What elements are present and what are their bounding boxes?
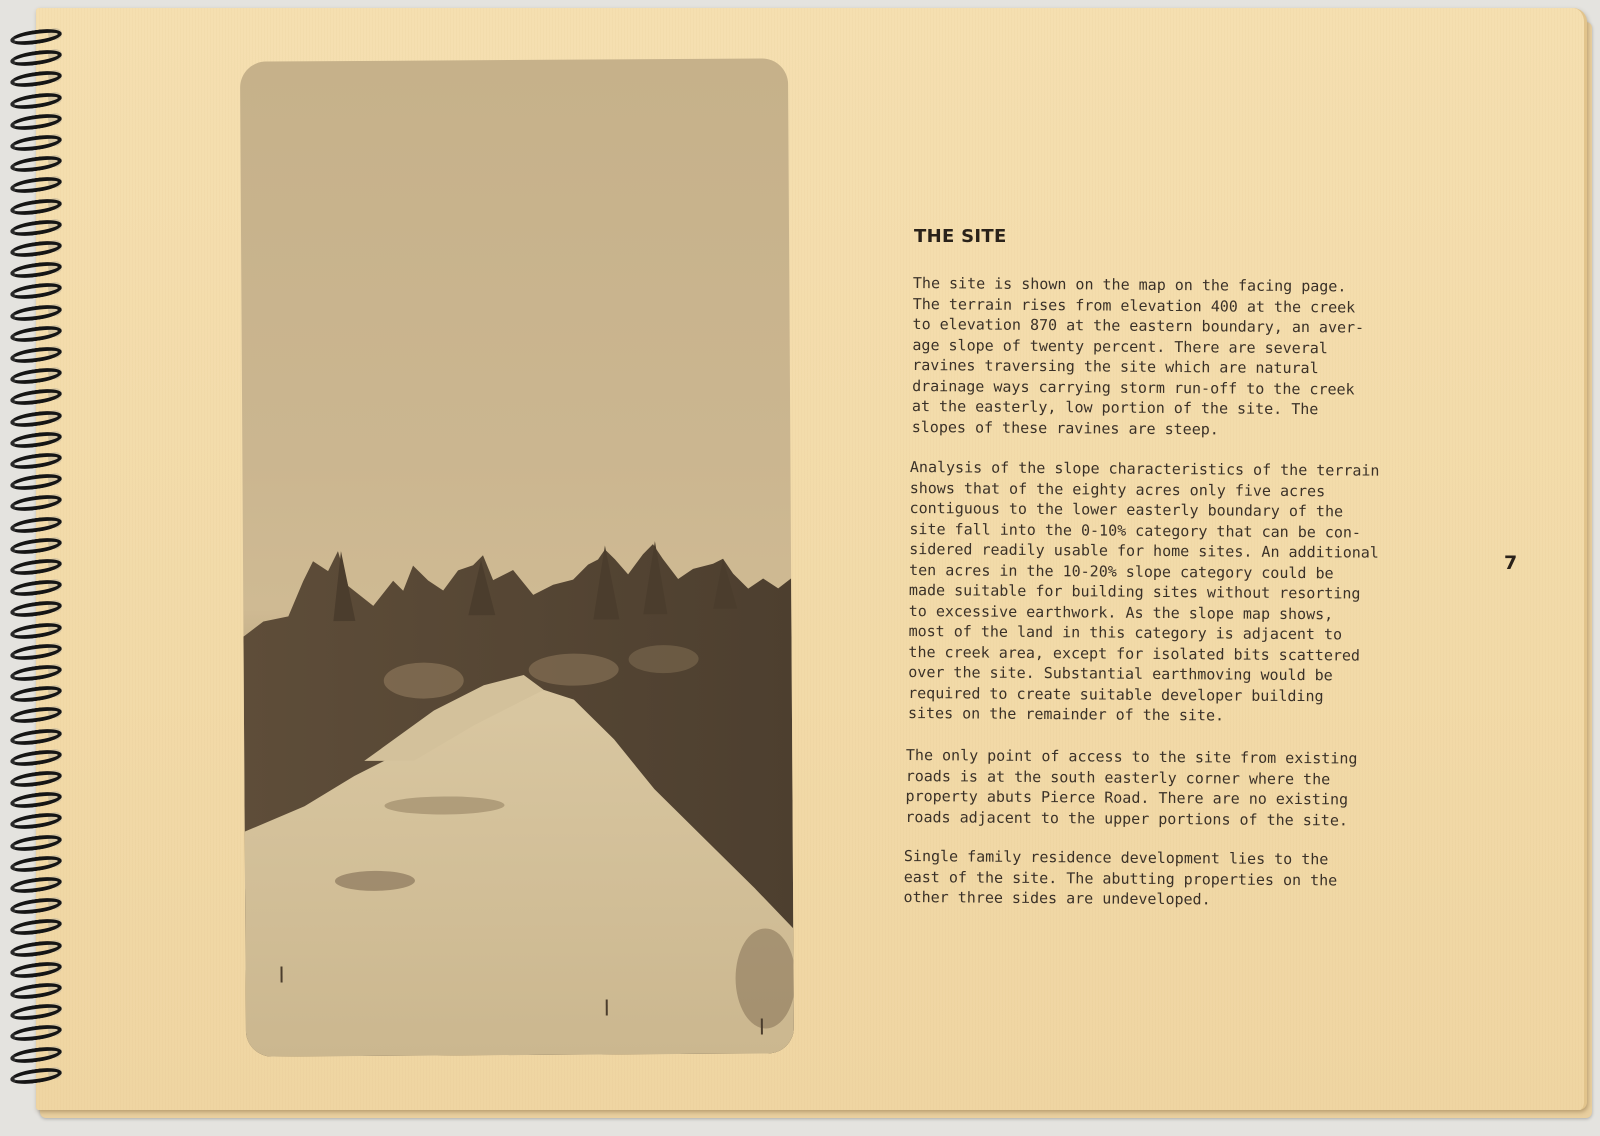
section-heading: THE SITE — [914, 226, 1007, 247]
spiral-coil — [9, 1065, 62, 1086]
spiral-coil — [9, 196, 62, 217]
page-number: 7 — [1504, 552, 1518, 574]
spiral-coil — [9, 768, 62, 789]
paragraph-access: The only point of access to the site from existing roads is at the south easterly corner where the property abuts Pierce Road. There are no existing roads adjacent to the upper portions of the site. — [905, 745, 1358, 829]
spiral-coil — [9, 938, 62, 959]
spiral-binding — [10, 30, 66, 1090]
spiral-coil — [9, 684, 62, 705]
hillside-image — [240, 58, 794, 1056]
spiral-coil — [9, 620, 62, 641]
paragraph-slope-analysis: Analysis of the slope characteristics of the terrain shows that of the eighty acres only five acres contiguous to the lower easterly boundary of the site fall into the 0-10% category that can be con- sidered readily usable for home sites. An additional ten acres in the 10-20% slope category could be made suitable for building sites without resorting to excessive earthwork. As the slope map shows, most of the land in this category is adjacent to the creek area, except for isolated bits scattered over the site. Substantial earthmoving would be required to create suitable developer building sites on the remainder of the site. — [907, 457, 1380, 725]
spiral-coil — [9, 238, 62, 259]
spiral-coil — [9, 493, 62, 514]
spiral-coil — [9, 959, 62, 980]
spiral-coil — [9, 1023, 62, 1044]
spiral-coil — [9, 641, 62, 662]
spiral-coil — [9, 578, 62, 599]
spiral-coil — [9, 790, 62, 811]
spiral-coil — [9, 662, 62, 683]
spiral-coil — [9, 69, 62, 90]
spiral-coil — [9, 429, 62, 450]
spiral-coil — [9, 48, 62, 69]
spiral-coil — [9, 811, 62, 832]
spiral-coil — [9, 599, 62, 620]
spiral-coil — [9, 853, 62, 874]
spiral-coil — [9, 281, 62, 302]
spiral-coil — [9, 323, 62, 344]
spiral-coil — [9, 366, 62, 387]
spiral-coil — [9, 747, 62, 768]
spiral-coil — [9, 556, 62, 577]
spiral-coil — [9, 472, 62, 493]
paragraph-terrain: The site is shown on the map on the facing page. The terrain rises from elevation 400 at the creek to elevation 870 at the eastern boundary, an aver- age slope of twenty percent. There are several ravines traversing the site which are natural drainage ways carrying storm run-off to the creek at the easterly, low portion of the site. The slopes of these ravines are steep. — [911, 273, 1365, 438]
spiral-coil — [9, 726, 62, 747]
spiral-coil — [9, 450, 62, 471]
spiral-coil — [9, 260, 62, 281]
spiral-coil — [9, 408, 62, 429]
spiral-coil — [9, 111, 62, 132]
spiral-coil — [9, 90, 62, 111]
spiral-coil — [9, 1002, 62, 1023]
spiral-coil — [9, 26, 62, 47]
spiral-coil — [9, 705, 62, 726]
spiral-coil — [9, 917, 62, 938]
spiral-coil — [9, 387, 62, 408]
spiral-coil — [9, 154, 62, 175]
spiral-coil — [9, 832, 62, 853]
spiral-coil — [9, 980, 62, 1001]
spiral-coil — [9, 175, 62, 196]
spiral-coil — [9, 344, 62, 365]
spiral-coil — [9, 874, 62, 895]
paragraph-surroundings: Single family residence development lies to the east of the site. The abutting properties on the other three sides are undeveloped. — [903, 846, 1338, 909]
spiral-coil — [9, 1044, 62, 1065]
spiral-coil — [9, 302, 62, 323]
site-photograph — [240, 58, 794, 1056]
spiral-coil — [9, 514, 62, 535]
spiral-coil — [9, 535, 62, 556]
spiral-coil — [9, 132, 62, 153]
spiral-coil — [9, 896, 62, 917]
spiral-coil — [9, 217, 62, 238]
